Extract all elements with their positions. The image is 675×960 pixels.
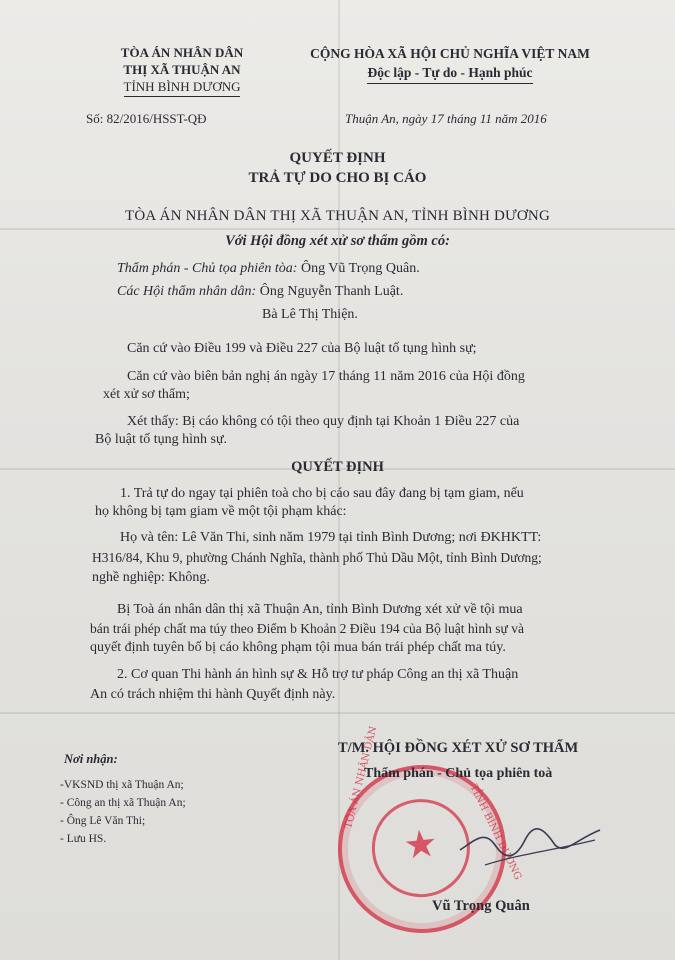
charge-line-1: Bị Toà án nhân dân thị xã Thuận An, tỉnh Bình Dương xét xử về tội mua (117, 602, 523, 617)
issuer-line-2: THỊ XÃ THUẬN AN (123, 62, 241, 77)
handwritten-signature (455, 810, 605, 880)
signature-role: Thẩm phán - Chủ tọa phiên toà (364, 766, 553, 781)
finding-line-2: Bộ luật tố tụng hình sự. (95, 432, 228, 447)
issuer-block (82, 44, 282, 97)
judge-name: Ông Vũ Trọng Quân. (300, 261, 420, 276)
issuer-line-3: TỈNH BÌNH DƯƠNG (124, 78, 241, 97)
document-subtitle: TRẢ TỰ DO CHO BỊ CÁO (248, 170, 427, 186)
recipients-title: Nơi nhận: (64, 752, 118, 766)
decision-heading: QUYẾT ĐỊNH (291, 459, 384, 475)
national-motto-block (285, 44, 615, 84)
basis-2-line-1: Căn cứ vào biên bản nghị án ngày 17 tháng 11 năm 2016 của Hội đồng (127, 369, 525, 384)
defendant-line-1: Họ và tên: Lê Văn Thi, sinh năm 1979 tại tỉnh Bình Dương; nơi ĐKHKTT: (120, 530, 542, 545)
decision-1-line-1: 1. Trả tự do ngay tại phiên toà cho bị cáo sau đây đang bị tạm giam, nếu (120, 486, 524, 501)
recipient-item: - Công an thị xã Thuận An; (60, 797, 186, 809)
charge-line-2: bán trái phép chất ma túy theo Điểm b Khoản 2 Điều 194 của Bộ luật hình sự và (90, 621, 524, 636)
national-title: CỘNG HÒA XÃ HỘI CHỦ NGHĨA VIỆT NAM (310, 46, 590, 61)
basis-1: Căn cứ vào Điều 199 và Điều 227 của Bộ luật tố tụng hình sự; (127, 341, 477, 356)
recipient-item: - Lưu HS. (60, 833, 107, 845)
juror-1: Ông Nguyễn Thanh Luật. (259, 284, 404, 299)
decision-2-line-2: An có trách nhiệm thi hành Quyết định này. (90, 687, 336, 702)
star-icon: ★ (401, 820, 440, 868)
recipient-item: -VKSND thị xã Thuận An; (60, 779, 184, 791)
signer-name: Vũ Trọng Quân (432, 898, 530, 914)
court-name: TÒA ÁN NHÂN DÂN THỊ XÃ THUẬN AN, TỈNH BÌNH DƯƠNG (125, 208, 550, 224)
issuer-line-1: TÒA ÁN NHÂN DÂN (120, 45, 244, 60)
juror-2: Bà Lê Thị Thiện. (262, 307, 358, 322)
document-date: Thuận An, ngày 17 tháng 11 năm 2016 (345, 111, 547, 126)
signature-title: T/M. HỘI ĐỒNG XÉT XỬ SƠ THẨM (338, 740, 579, 756)
panel-intro: Với Hội đồng xét xử sơ thẩm gồm có: (225, 233, 450, 249)
charge-line-3: quyết định tuyên bố bị cáo không phạm tội mua bán trái phép chất ma túy. (90, 640, 506, 655)
national-motto: Độc lập - Tự do - Hạnh phúc (367, 63, 532, 84)
document-title: QUYẾT ĐỊNH (289, 150, 386, 166)
judge-line (117, 261, 420, 277)
jurors-label: Các Hội thẩm nhân dân: (117, 284, 257, 299)
document-number: Số: 82/2016/HSST-QĐ (86, 111, 207, 126)
decision-1-line-2: họ không bị tạm giam về một tội phạm khác: (95, 504, 347, 519)
fold-line (338, 0, 340, 960)
seal-text-left: TÒA ÁN NHÂN DÂN (343, 725, 380, 830)
basis-2-line-2: xét xử sơ thẩm; (103, 387, 190, 402)
judge-label: Thẩm phán - Chủ tọa phiên tòa: (117, 261, 298, 276)
recipient-item: - Ông Lê Văn Thi; (60, 815, 146, 827)
decision-2-line-1: 2. Cơ quan Thi hành án hình sự & Hỗ trợ tư pháp Công an thị xã Thuận (117, 667, 519, 682)
defendant-line-2: H316/84, Khu 9, phường Chánh Nghĩa, thành phố Thủ Dầu Một, tỉnh Bình Dương; (92, 550, 542, 565)
finding-line-1: Xét thấy: Bị cáo không có tội theo quy định tại Khoản 1 Điều 227 của (127, 414, 520, 429)
seal-text-right: TỈNH BÌNH DƯƠNG (467, 782, 524, 882)
jurors-line (117, 284, 403, 300)
defendant-line-3: nghề nghiệp: Không. (92, 570, 210, 585)
